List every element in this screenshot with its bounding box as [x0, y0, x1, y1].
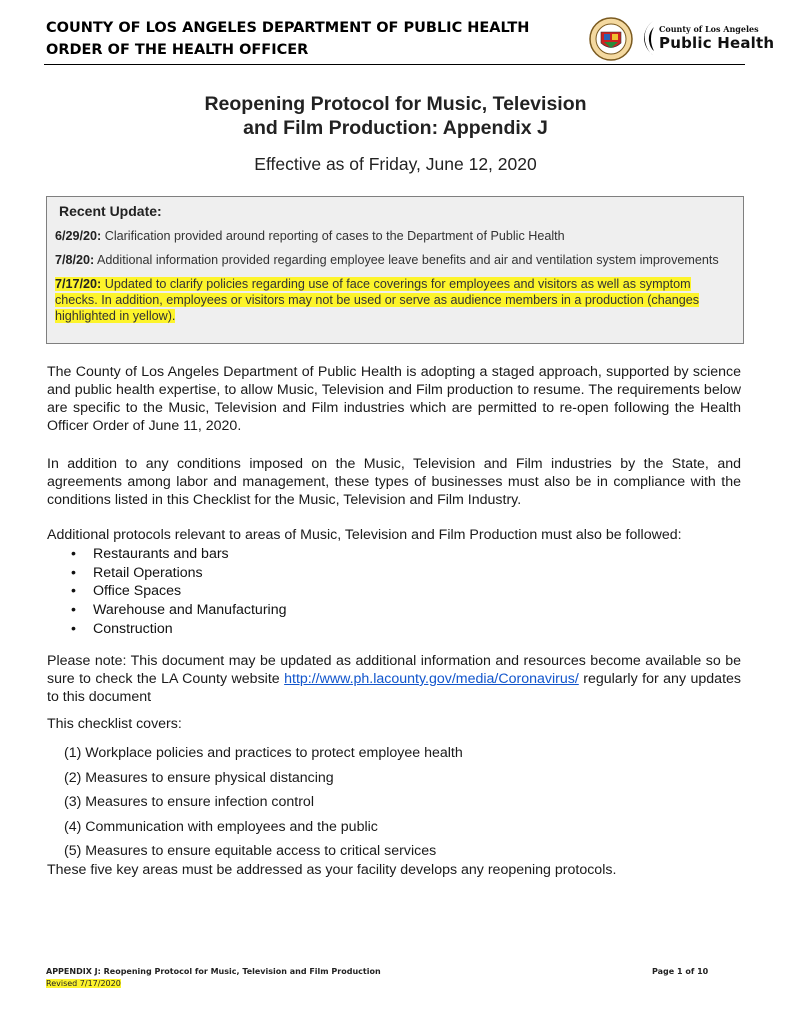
recent-update-box — [46, 196, 744, 344]
document-header — [46, 17, 529, 61]
update-item — [55, 252, 735, 268]
header-divider — [44, 64, 745, 65]
checklist-covers-label: This checklist covers: — [47, 716, 182, 732]
header-line2: ORDER OF THE HEALTH OFFICER — [46, 42, 309, 58]
list-item: (4) Communication with employees and the public — [64, 818, 378, 835]
county-seal-icon — [589, 17, 633, 61]
conditions-paragraph: In addition to any conditions imposed on the Music, Television and Film industries by the State, and agreements among labor and management, these types of businesses must also be in compliance with the conditions listed in this Checklist for the Music, Television and Film Industry. — [47, 456, 741, 508]
update-date: 7/17/20: — [55, 277, 102, 291]
header-line1: COUNTY OF LOS ANGELES DEPARTMENT OF PUBLIC HEALTH — [46, 20, 530, 36]
list-item: • Construction — [47, 620, 286, 639]
document-title — [0, 92, 791, 140]
title-line2: and Film Production: Appendix J — [243, 117, 548, 139]
coverage-list — [64, 741, 463, 864]
effective-date: Effective as of Friday, June 12, 2020 — [254, 154, 537, 174]
intro-paragraph: The County of Los Angeles Department of Public Health is adopting a staged approach, supported by science and public health expertise, to allow Music, Television and Film production to resume. The requirements below are specific to the Music, Television and Film industries which are permitted to re-open following the Health Officer Order of June 11, 2020. — [47, 364, 741, 434]
update-note-paragraph — [47, 652, 741, 706]
footer-title: APPENDIX J: Reopening Protocol for Music, Television and Film Production — [46, 967, 381, 976]
update-text: Updated to clarify policies regarding use of face coverings for employees and visitors as well as symptom checks. In addition, employees or visitors may not be used or serve as audience members in a production (changes highlighted in yellow). — [55, 277, 700, 323]
update-item — [55, 228, 735, 244]
list-item: • Restaurants and bars — [47, 545, 286, 564]
list-item: (3) Measures to ensure infection control — [64, 794, 314, 811]
additional-protocols-paragraph: Additional protocols relevant to areas of Music, Television and Film Production must also be followed: — [47, 527, 682, 543]
list-item: (5) Measures to ensure equitable access to critical services — [64, 843, 437, 860]
list-item: (1) Workplace policies and practices to protect employee health — [64, 745, 463, 761]
list-item: • Office Spaces — [47, 582, 286, 601]
update-item-highlighted — [55, 276, 735, 324]
logo-public-health-text: Public Health — [659, 34, 775, 52]
coronavirus-website-link[interactable]: http://www.ph.lacounty.gov/media/Coronavirus/ — [284, 671, 579, 687]
update-date: 6/29/20: — [55, 229, 102, 243]
recent-update-heading: Recent Update: — [59, 203, 162, 219]
list-item: • Warehouse and Manufacturing — [47, 601, 286, 620]
update-text: Additional information provided regarding employee leave benefits and air and ventilation system improvements — [94, 253, 719, 267]
footer-revised: Revised 7/17/2020 — [46, 979, 121, 988]
title-line1: Reopening Protocol for Music, Television — [204, 93, 587, 115]
list-item: • Retail Operations — [47, 564, 286, 583]
protocols-list — [47, 545, 286, 639]
closing-paragraph: These five key areas must be addressed as your facility develops any reopening protocols. — [47, 862, 617, 878]
public-health-logo-icon — [641, 18, 775, 58]
note-text: Please note: This document may be updated as additional information and resources become available so be sure to check the LA County website — [47, 653, 741, 687]
page-number: Page 1 of 10 — [652, 967, 709, 976]
update-date: 7/8/20: — [55, 253, 95, 267]
update-text: Clarification provided around reporting of cases to the Department of Public Health — [101, 229, 565, 243]
logo-county-text: County of Los Angeles — [659, 24, 759, 34]
list-item: (2) Measures to ensure physical distancing — [64, 769, 334, 786]
note-text-end: regularly for any updates to this document — [47, 671, 741, 705]
